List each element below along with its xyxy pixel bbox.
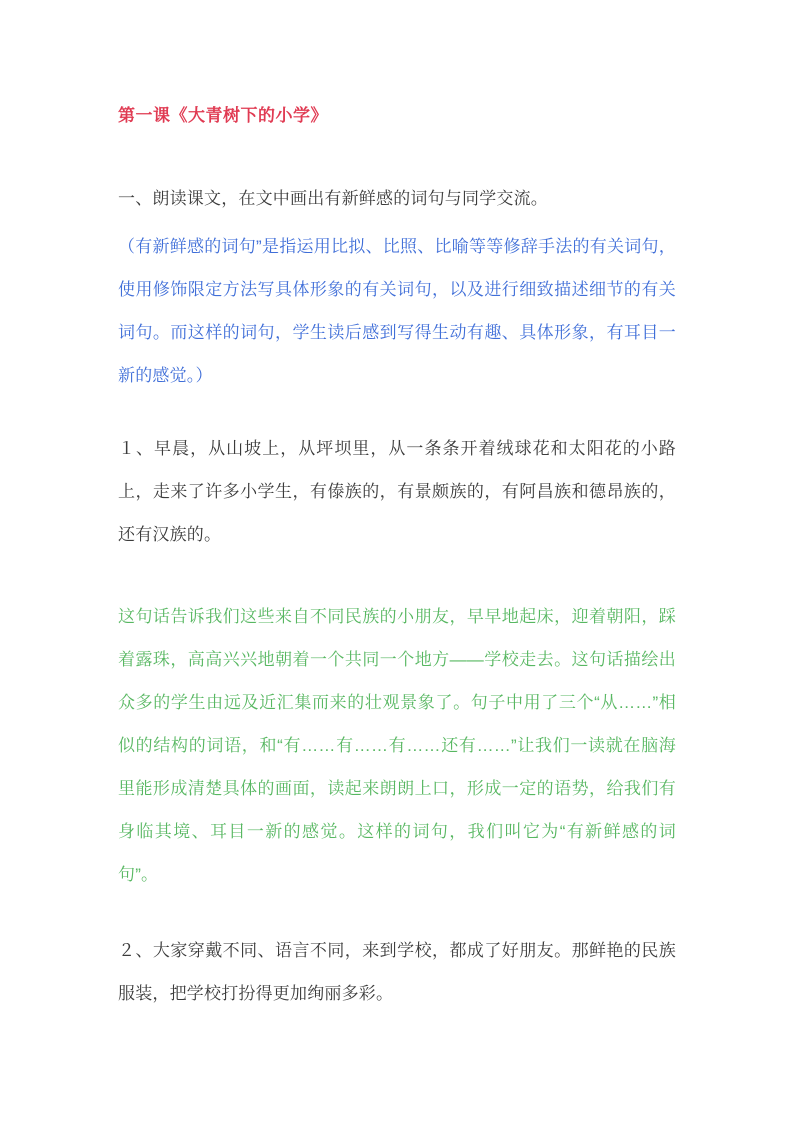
lesson-title: 第一课《大青树下的小学》 <box>118 106 328 125</box>
paragraph-sentence-1: １、早晨，从山坡上，从坪坝里，从一条条开着绒球花和太阳花的小路上，走来了许多小学生，有傣族的，有景颇族的，有阿昌族和德昂族的，还有汉族的。 <box>118 439 676 544</box>
paragraph-analysis: 这句话告诉我们这些来自不同民族的小朋友，早早地起床，迎着朝阳，踩着露珠，高高兴兴地朝着一个共同一个地方——学校走去。这句话描绘出众多的学生由远及近汇集而来的壮观景象了。句子中用了三个“从……”相似的结构的词语，和“有……有……有……还有……”让我们一读就在脑海里能形成清楚具体的画面，读起来朗朗上口，形成一定的语势，给我们有身临其境、耳目一新的感觉。这样的词句，我们叫它为“有新鲜感的词句”。 <box>118 607 676 884</box>
paragraph-sentence-2: ２、大家穿戴不同、语言不同，来到学校，都成了好朋友。那鲜艳的民族服装，把学校打扮得更加绚丽多彩。 <box>118 941 676 1003</box>
paragraph-instruction: 一、朗读课文，在文中画出有新鲜感的词句与同学交流。 <box>118 189 548 208</box>
paragraph-definition-note: （有新鲜感的词句”是指运用比拟、比照、比喻等等修辞手法的有关词句，使用修饰限定方法写具体形象的有关词句，以及进行细致描述细节的有关词句。而这样的词句，学生读后感到写得生动有趣、具体形象，有耳目一新的感觉。） <box>118 237 676 385</box>
